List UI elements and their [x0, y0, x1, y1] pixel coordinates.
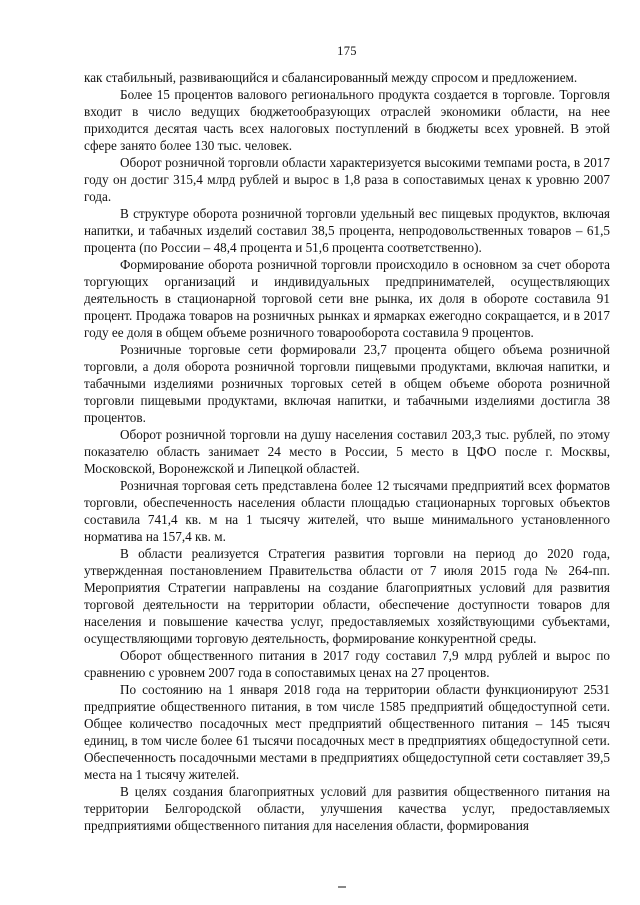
- paragraph: Формирование оборота розничной торговли происходило в основном за счет оборота торгующих организаций и индивидуальных предпринимателей, осуществляющих деятельность в стационарной торговой сети вне рынка, их доля в обороте составила 91 процент. Продажа товаров на розничных рынках и ярмарках ежегодно сокращается, и в 2017 году ее доля в общем объеме розничного товарооборота составила 9 процентов.: [84, 257, 610, 340]
- paragraph: Розничная торговая сеть представлена более 12 тысячами предприятий всех форматов торговли, обеспеченность населения области площадью стационарных торговых объектов составила 741,4 кв. м на 1 тысячу жителей, что выше минимального установленного норматива на 157,4 кв. м.: [84, 478, 610, 544]
- paragraph: По состоянию на 1 января 2018 года на территории области функционируют 2531 предприятие общественного питания, в том числе 1585 предприятий общедоступной сети. Общее количество посадочных мест предприятий общественного питания – 145 тысяч единиц, в том числе более 61 тысячи посадочных мест в предприятиях общедоступной сети. Обеспеченность посадочными местами в предприятиях общедоступной сети составляет 39,5 места на 1 тысячу жителей.: [84, 682, 610, 782]
- paragraph: Оборот общественного питания в 2017 году составил 7,9 млрд рублей и вырос по сравнению с уровнем 2007 года в сопоставимых ценах на 27 процентов.: [84, 648, 610, 680]
- document-page: [84, 0, 610, 834]
- page-number: 175: [337, 44, 357, 58]
- paragraph: В целях создания благоприятных условий для развития общественного питания на территории Белгородской области, улучшения качества услуг, предоставляемых предприятиями общественного питания для населения области, формирования: [84, 784, 610, 833]
- paragraph: В структуре оборота розничной торговли удельный вес пищевых продуктов, включая напитки, и табачных изделий составил 38,5 процента, непродовольственных товаров – 61,5 процента (по России – 48,4 процента и 51,6 процента соответственно).: [84, 206, 610, 255]
- paragraph: Оборот розничной торговли области характеризуется высокими темпами роста, в 2017 году он достиг 315,4 млрд рублей и вырос в 1,8 раза в сопоставимых ценах к уровню 2007 года.: [84, 155, 610, 204]
- scan-mark: [338, 886, 346, 888]
- paragraph: Оборот розничной торговли на душу населения составил 203,3 тыс. рублей, по этому показателю область занимает 24 место в России, 5 место в ЦФО после г. Москвы, Московской, Воронежской и Липецкой областей.: [84, 427, 610, 476]
- paragraph: как стабильный, развивающийся и сбалансированный между спросом и предложением.: [84, 70, 578, 85]
- paragraph: Розничные торговые сети формировали 23,7 процента общего объема розничной торговли, а доля оборота розничной торговли пищевыми продуктами, включая напитки, и табачными изделиями розничных торговых сетей в общем объеме оборота розничной торговли пищевыми продуктами, включая напитки, и табачными изделиями достигла 38 процентов.: [84, 342, 610, 425]
- paragraph: Более 15 процентов валового регионального продукта создается в торговле. Торговля входит в число ведущих бюджетообразующих отраслей экономики области, на нее приходится десятая часть всех налоговых поступлений в бюджеты всех уровней. В этой сфере занято более 130 тыс. человек.: [84, 87, 610, 153]
- paragraph: В области реализуется Стратегия развития торговли на период до 2020 года, утвержденная постановлением Правительства области от 7 июля 2015 года № 264-пп. Мероприятия Стратегии направлены на создание благоприятных условий для развития торговой деятельности на территории области, обеспечение доступности товаров для населения и повышение качества услуг, предоставляемых хозяйствующими субъектами, осуществляющими торговую деятельность, формирование конкурентной среды.: [84, 546, 610, 646]
